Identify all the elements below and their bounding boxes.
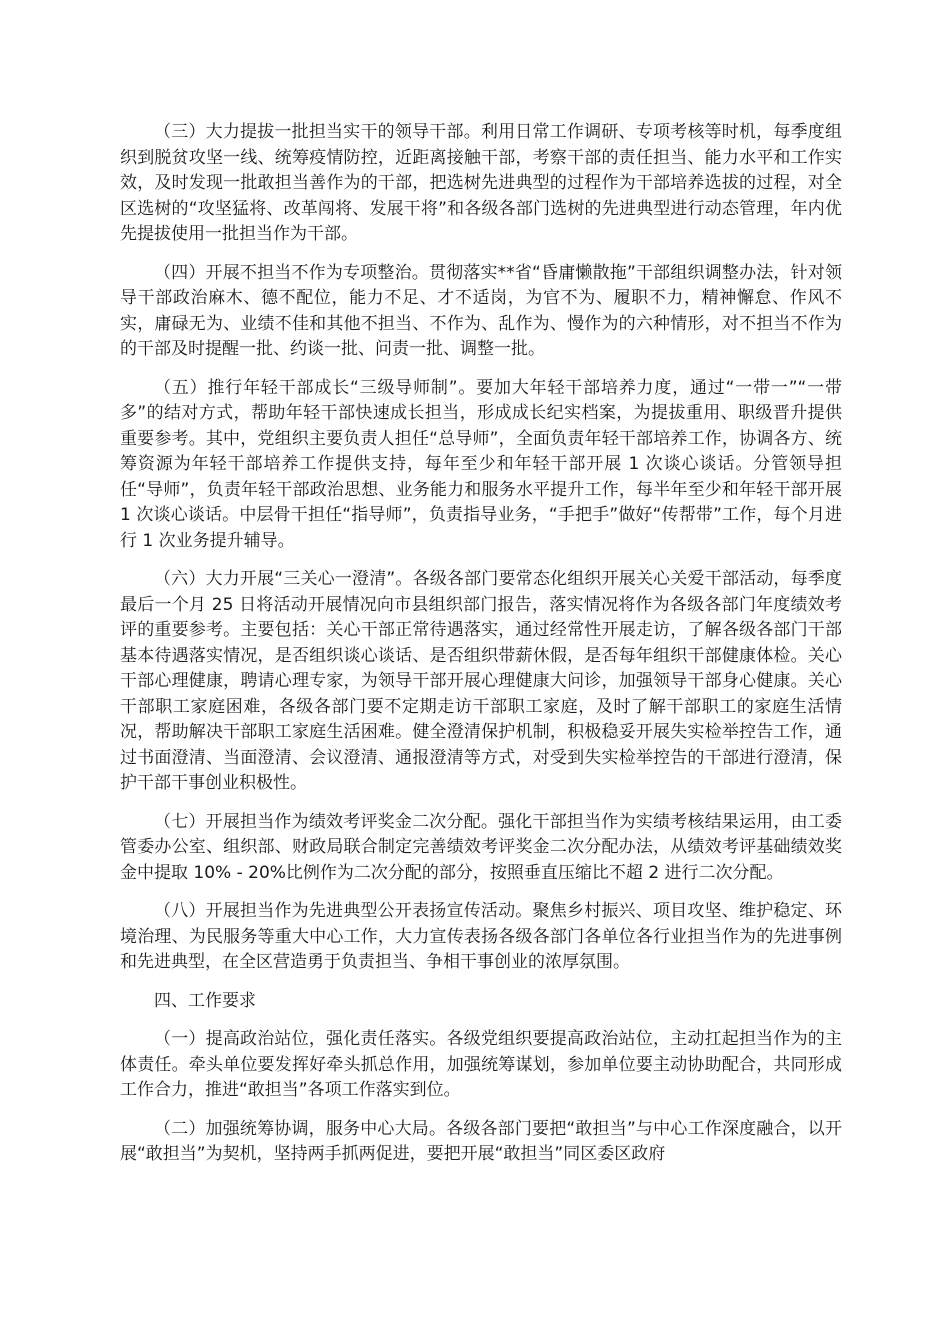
paragraph-section-3: （三）大力提拔一批担当实干的领导干部。利用日常工作调研、专项考核等时机，每季度组织到脱贫攻坚一线、统筹疫情防控，近距离接触干部，考察干部的责任担当、能力水平和工作实效，及时发现一批敢担当善作为的干部，把选树先进典型的过程作为干部培养选拔的过程，对全区选树的“攻坚猛将、改革闯将、发展干将”和各级各部门选树的先进典型进行动态管理，年内优先提拔使用一批担当作为干部。	[120, 122, 842, 244]
paragraph-section-4: （四）开展不担当不作为专项整治。贯彻落实**省“昏庸懒散拖”干部组织调整办法，针对领导干部政治麻木、德不配位，能力不足、才不适岗，为官不为、履职不力，精神懈怠、作风不实，庸碌无为、业绩不佳和其他不担当、不作为、乱作为、慢作为的六种情形，对不担当不作为的干部及时提醒一批、约谈一批、问责一批、调整一批。	[120, 262, 842, 359]
paragraph-section-5: （五）推行年轻干部成长“三级导师制”。要加大年轻干部培养力度，通过“一带一”“一带多”的结对方式，帮助年轻干部快速成长担当，形成成长纪实档案，为提拔重用、职级晋升提供重要参考。其中，党组织主要负责人担任“总导师”，全面负责年轻干部培养工作，协调各方、统筹资源为年轻干部培养工作提供支持，每年至少和年轻干部开展 1 次谈心谈话。分管领导担任“导师”，负责年轻干部政治思想、业务能力和服务水平提升工作，每半年至少和年轻干部开展 1 次谈心谈话。中层骨干担任“指导师”，负责指导业务，“手把手”做好“传帮带”工作，每个月进行 1 次业务提升辅导。	[120, 377, 842, 551]
paragraph-section-7: （七）开展担当作为绩效考评奖金二次分配。强化干部担当作为实绩考核结果运用，由工委管委办公室、组织部、财政局联合制定完善绩效考评奖金二次分配办法，从绩效考评基础绩效奖金中提取 10% - 20%比例作为二次分配的部分，按照垂直压缩比不超 2 进行二次分配。	[120, 811, 842, 883]
document-body	[120, 120, 842, 1181]
paragraph-section-6: （六）大力开展“三关心一澄清”。各级各部门要常态化组织开展关心关爱干部活动，每季度最后一个月 25 日将活动开展情况向市县组织部门报告，落实情况将作为各级各部门年度绩效考评的重要参考。主要包括：关心干部正常待遇落实，通过经常性开展走访，了解各级各部门干部基本待遇落实情况，是否组织谈心谈话、是否组织带薪休假，是否每年组织干部健康体检。关心干部心理健康，聘请心理专家，为领导干部开展心理健康大问诊，加强领导干部身心健康。关心干部职工家庭困难，各级各部门要不定期走访干部职工家庭，及时了解干部职工的家庭生活情况，帮助解决干部职工家庭生活困难。健全澄清保护机制，积极稳妥开展失实检举控告工作，通过书面澄清、当面澄清、会议澄清、通报澄清等方式，对受到失实检举控告的干部进行澄清，保护干部干事创业积极性。	[120, 569, 842, 793]
paragraph-requirement-2: （二）加强统筹协调，服务中心大局。各级各部门要把“敢担当”与中心工作深度融合，以开展“敢担当”为契机，坚持两手抓两促进，要把开展“敢担当”同区委区政府	[120, 1118, 842, 1164]
paragraph-section-8: （八）开展担当作为先进典型公开表扬宣传活动。聚焦乡村振兴、项目攻坚、维护稳定、环境治理、为民服务等重大中心工作，大力宣传表扬各级各部门各单位各行业担当作为的先进事例和先进典型，在全区营造勇于负责担当、争相干事创业的浓厚氛围。	[120, 901, 842, 972]
paragraph-requirement-1: （一）提高政治站位，强化责任落实。各级党组织要提高政治站位，主动扛起担当作为的主体责任。牵头单位要发挥好牵头抓总作用，加强统筹谋划，参加单位要主动协助配合，共同形成工作合力，推进“敢担当”各项工作落实到位。	[120, 1029, 842, 1100]
section-heading-work-requirements: 四、工作要求	[154, 990, 256, 1011]
